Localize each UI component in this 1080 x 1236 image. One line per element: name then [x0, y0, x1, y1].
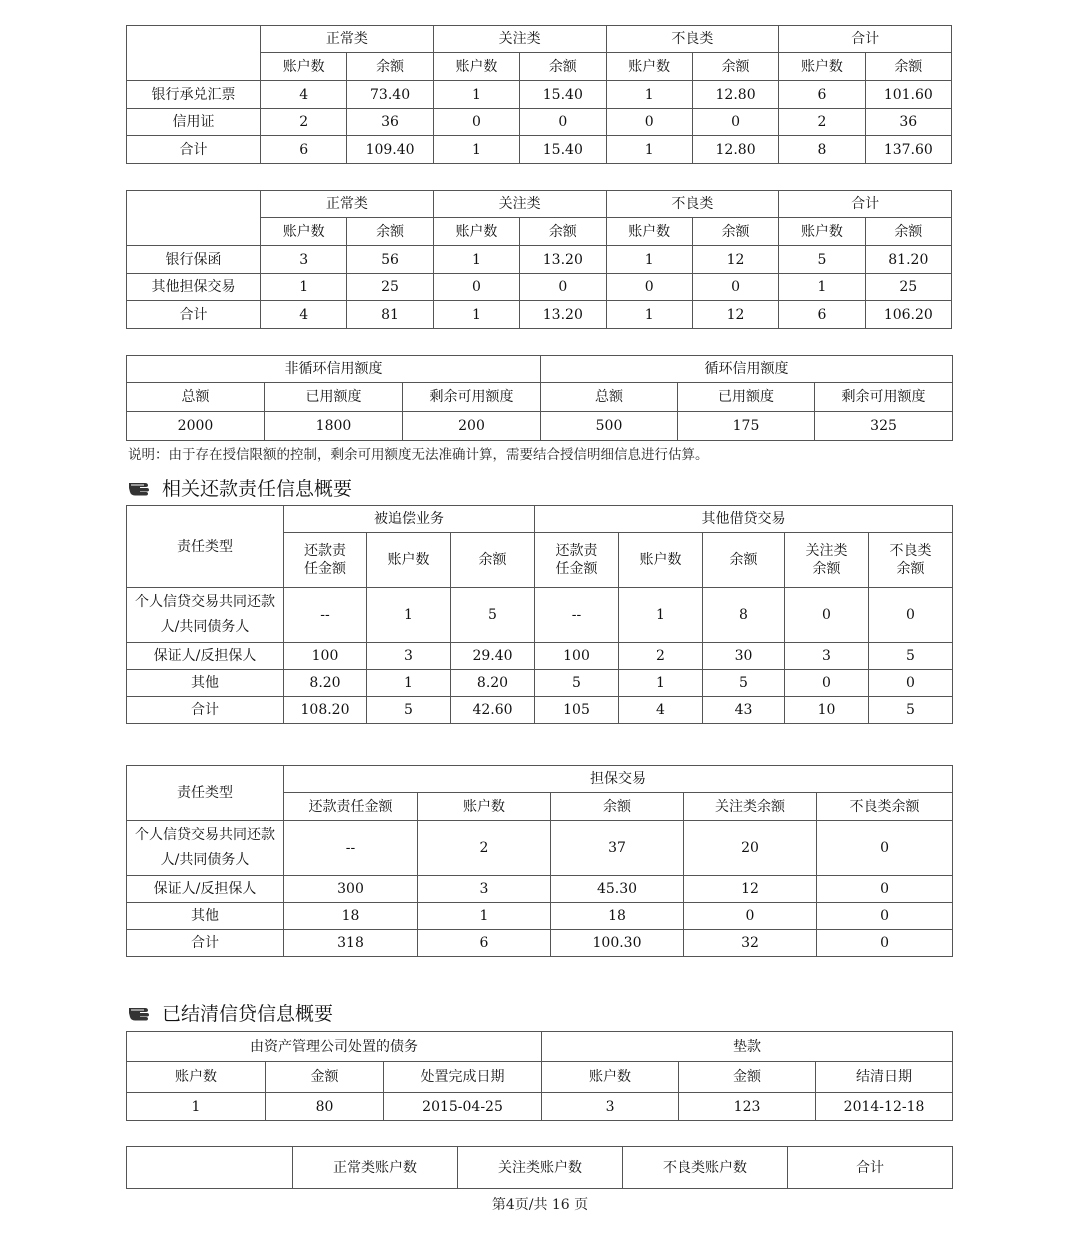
cell: --: [284, 588, 367, 643]
cell: 37: [551, 821, 684, 876]
cell: 0: [606, 274, 692, 301]
row-label: 银行承兑汇票: [127, 81, 261, 109]
type-header: 责任类型: [127, 506, 284, 588]
group-header: 正常类: [261, 26, 434, 53]
cell: 20: [684, 821, 817, 876]
table-row: [127, 903, 953, 930]
section-heading: [128, 999, 333, 1026]
cell: 0: [817, 903, 953, 930]
sub-header: 账户数: [433, 53, 519, 81]
group-header: 非循环信用额度: [127, 356, 541, 383]
guarantee-liability-table: [126, 765, 953, 957]
cell: 1: [606, 136, 692, 164]
sub-header: 处置完成日期: [384, 1062, 542, 1093]
cell: 6: [418, 930, 551, 957]
group-header: 合计: [779, 191, 952, 218]
cell: 0: [785, 670, 869, 697]
row-label: 保证人/反担保人: [127, 643, 284, 670]
row-label: 保证人/反担保人: [127, 876, 284, 903]
row-label: 银行保函: [127, 246, 261, 274]
cell: 123: [679, 1093, 816, 1121]
column-header: 不良类账户数: [623, 1147, 788, 1189]
group-header: 不良类: [606, 26, 779, 53]
cell: 1: [261, 274, 347, 301]
cell: 2: [261, 109, 347, 136]
table-row: [127, 274, 952, 301]
cell: 105: [535, 697, 619, 724]
row-label: 其他担保交易: [127, 274, 261, 301]
cell: 45.30: [551, 876, 684, 903]
sub-header: 余额: [703, 533, 785, 588]
cell: 108.20: [284, 697, 367, 724]
cell: 1: [619, 588, 703, 643]
page-number: 第4页/共 16 页: [491, 1197, 589, 1213]
column-header: 正常类账户数: [293, 1147, 458, 1189]
cell: 81.20: [865, 246, 951, 274]
row-label: 合计: [127, 301, 261, 329]
credit-limit-table: [126, 355, 953, 441]
cell: 6: [779, 301, 865, 329]
sub-header: 账户数: [606, 218, 692, 246]
sub-header: 余额: [551, 793, 684, 821]
cell: 81: [347, 301, 433, 329]
group-header: 由资产管理公司处置的债务: [127, 1032, 542, 1062]
cell: 2: [779, 109, 865, 136]
sub-header: 账户数: [779, 218, 865, 246]
cell: 5: [367, 697, 451, 724]
row-label: 个人信贷交易共同还款人/共同债务人: [127, 588, 284, 643]
table-row: [127, 670, 953, 697]
cell: 5: [451, 588, 535, 643]
section-heading: [128, 474, 352, 501]
cell: 80: [266, 1093, 384, 1121]
sub-header: 余额: [347, 53, 433, 81]
sub-header: 账户数: [606, 53, 692, 81]
cell: 1: [433, 81, 519, 109]
cell: 0: [692, 109, 778, 136]
row-label: 合计: [127, 136, 261, 164]
corner-cell: [127, 26, 261, 81]
cell: 25: [865, 274, 951, 301]
section-title: 相关还款责任信息概要: [162, 478, 353, 500]
cell: 42.60: [451, 697, 535, 724]
row-label: 合计: [127, 697, 284, 724]
cell: 6: [779, 81, 865, 109]
sub-header: 还款责任金额: [284, 793, 418, 821]
table-row: [127, 588, 953, 643]
sub-header: 总额: [127, 383, 265, 412]
cell: 1: [606, 246, 692, 274]
cell: 29.40: [451, 643, 535, 670]
cell: 13.20: [520, 246, 606, 274]
sub-header: 剩余可用额度: [403, 383, 541, 412]
sub-header: 账户数: [433, 218, 519, 246]
cell: 2000: [127, 412, 265, 441]
table-row: [127, 81, 952, 109]
table-row: [127, 412, 953, 441]
cell: --: [535, 588, 619, 643]
cell: 25: [347, 274, 433, 301]
corner-cell: [127, 1147, 293, 1189]
sub-header: 余额: [692, 218, 778, 246]
cell: 5: [869, 643, 953, 670]
cell: 3: [367, 643, 451, 670]
cell: 56: [347, 246, 433, 274]
pointing-hand-icon: [128, 479, 156, 497]
sub-header: 账户数: [367, 533, 451, 588]
sub-header: 余额: [865, 218, 951, 246]
cell: 101.60: [865, 81, 951, 109]
sub-header: 还款责任金额: [535, 533, 619, 588]
cell: 4: [261, 81, 347, 109]
cell: --: [284, 821, 418, 876]
cell: 3: [542, 1093, 679, 1121]
sub-header: 已用额度: [265, 383, 403, 412]
cell: 10: [785, 697, 869, 724]
sub-header: 已用额度: [678, 383, 815, 412]
cell: 100.30: [551, 930, 684, 957]
cell: 3: [261, 246, 347, 274]
cell: 12.80: [692, 136, 778, 164]
settled-credit-table: [126, 1031, 953, 1121]
type-header: 责任类型: [127, 766, 284, 821]
cell: 100: [284, 643, 367, 670]
cell: 175: [678, 412, 815, 441]
cell: 30: [703, 643, 785, 670]
row-label: 合计: [127, 930, 284, 957]
sub-header: 剩余可用额度: [815, 383, 953, 412]
sub-header: 余额: [692, 53, 778, 81]
cell: 2014-12-18: [816, 1093, 953, 1121]
sub-header: 金额: [266, 1062, 384, 1093]
table-row: [127, 301, 952, 329]
cell: 5: [869, 697, 953, 724]
cell: 0: [817, 876, 953, 903]
cell: 1: [779, 274, 865, 301]
cell: 1: [127, 1093, 266, 1121]
cell: 13.20: [520, 301, 606, 329]
cell: 1: [606, 81, 692, 109]
cell: 0: [433, 274, 519, 301]
cell: 1: [418, 903, 551, 930]
cell: 43: [703, 697, 785, 724]
sub-header: 账户数: [779, 53, 865, 81]
cell: 36: [347, 109, 433, 136]
cell: 15.40: [520, 81, 606, 109]
cell: 2: [418, 821, 551, 876]
cell: 1: [367, 670, 451, 697]
corner-cell: [127, 191, 261, 246]
cell: 137.60: [865, 136, 951, 164]
cell: 8: [703, 588, 785, 643]
cell: 5: [779, 246, 865, 274]
guarantee-table: [126, 190, 952, 329]
row-label: 个人信贷交易共同还款人/共同债务人: [127, 821, 284, 876]
cell: 12: [692, 301, 778, 329]
sub-header: 余额: [520, 218, 606, 246]
sub-header: 还款责任金额: [284, 533, 367, 588]
cell: 1: [619, 670, 703, 697]
cell: 0: [520, 274, 606, 301]
cell: 4: [261, 301, 347, 329]
cell: 300: [284, 876, 418, 903]
acceptance-table: [126, 25, 952, 164]
cell: 325: [815, 412, 953, 441]
cell: 5: [535, 670, 619, 697]
group-header: 垫款: [542, 1032, 953, 1062]
column-header: 合计: [788, 1147, 953, 1189]
sub-header: 余额: [520, 53, 606, 81]
cell: 0: [869, 670, 953, 697]
table-row: [127, 136, 952, 164]
cell: 8.20: [284, 670, 367, 697]
cell: 100: [535, 643, 619, 670]
table-row: [127, 930, 953, 957]
cell: 0: [692, 274, 778, 301]
cell: 32: [684, 930, 817, 957]
row-label: 其他: [127, 903, 284, 930]
table-row: [127, 1093, 953, 1121]
cell: 5: [703, 670, 785, 697]
cell: 73.40: [347, 81, 433, 109]
sub-header: 账户数: [261, 218, 347, 246]
account-count-table: [126, 1146, 953, 1189]
table-row: [127, 876, 953, 903]
cell: 8: [779, 136, 865, 164]
cell: 2: [619, 643, 703, 670]
cell: 3: [418, 876, 551, 903]
group-header: 担保交易: [284, 766, 953, 793]
group-header: 循环信用额度: [541, 356, 953, 383]
sub-header: 账户数: [127, 1062, 266, 1093]
table-row: [127, 109, 952, 136]
cell: 12.80: [692, 81, 778, 109]
cell: 1: [433, 246, 519, 274]
table-row: [127, 697, 953, 724]
sub-header: 不良类余额: [869, 533, 953, 588]
cell: 500: [541, 412, 678, 441]
group-header: 正常类: [261, 191, 434, 218]
cell: 18: [284, 903, 418, 930]
pointing-hand-icon: [128, 1004, 156, 1022]
cell: 200: [403, 412, 541, 441]
cell: 0: [817, 821, 953, 876]
sub-header: 关注类余额: [684, 793, 817, 821]
group-header: 不良类: [606, 191, 779, 218]
cell: 1: [433, 301, 519, 329]
sub-header: 余额: [347, 218, 433, 246]
repayment-liability-table: [126, 505, 953, 724]
table-row: [127, 246, 952, 274]
table-row: [127, 821, 953, 876]
cell: 0: [684, 903, 817, 930]
sub-header: 账户数: [619, 533, 703, 588]
sub-header: 金额: [679, 1062, 816, 1093]
sub-header: 余额: [865, 53, 951, 81]
sub-header: 账户数: [261, 53, 347, 81]
cell: 4: [619, 697, 703, 724]
cell: 18: [551, 903, 684, 930]
footnote: 说明：由于存在授信限额的控制，剩余可用额度无法准确计算，需要结合授信明细信息进行估算。: [128, 447, 709, 463]
cell: 3: [785, 643, 869, 670]
cell: 2015-04-25: [384, 1093, 542, 1121]
column-header: 关注类账户数: [458, 1147, 623, 1189]
table-row: [127, 643, 953, 670]
cell: 15.40: [520, 136, 606, 164]
row-label: 信用证: [127, 109, 261, 136]
sub-header: 账户数: [542, 1062, 679, 1093]
cell: 1: [367, 588, 451, 643]
cell: 318: [284, 930, 418, 957]
sub-header: 账户数: [418, 793, 551, 821]
cell: 1: [606, 301, 692, 329]
sub-header: 不良类余额: [817, 793, 953, 821]
group-header: 其他借贷交易: [535, 506, 953, 533]
cell: 6: [261, 136, 347, 164]
cell: 0: [520, 109, 606, 136]
cell: 1: [433, 136, 519, 164]
group-header: 合计: [779, 26, 952, 53]
cell: 0: [817, 930, 953, 957]
sub-header: 余额: [451, 533, 535, 588]
cell: 36: [865, 109, 951, 136]
group-header: 被追偿业务: [284, 506, 535, 533]
cell: 12: [684, 876, 817, 903]
sub-header: 结清日期: [816, 1062, 953, 1093]
sub-header: 总额: [541, 383, 678, 412]
cell: 0: [785, 588, 869, 643]
cell: 0: [433, 109, 519, 136]
cell: 8.20: [451, 670, 535, 697]
section-title: 已结清信贷信息概要: [162, 1003, 334, 1025]
group-header: 关注类: [433, 191, 606, 218]
cell: 12: [692, 246, 778, 274]
sub-header: 关注类余额: [785, 533, 869, 588]
row-label: 其他: [127, 670, 284, 697]
group-header: 关注类: [433, 26, 606, 53]
cell: 0: [869, 588, 953, 643]
cell: 106.20: [865, 301, 951, 329]
cell: 1800: [265, 412, 403, 441]
cell: 0: [606, 109, 692, 136]
cell: 109.40: [347, 136, 433, 164]
